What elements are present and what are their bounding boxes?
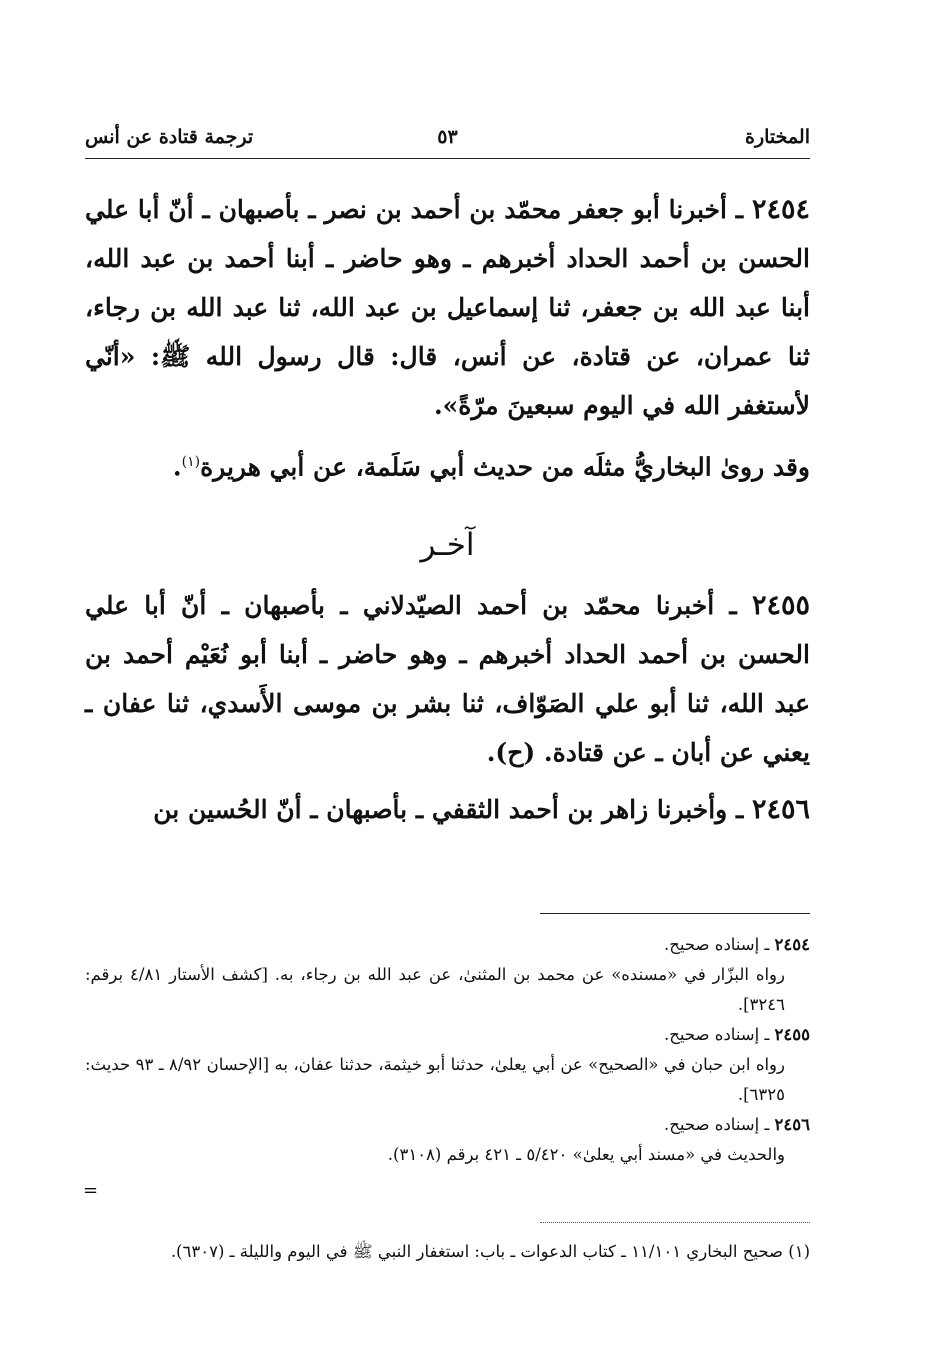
footnote-divider	[540, 1222, 810, 1223]
running-header	[85, 118, 810, 159]
footnote	[85, 1237, 810, 1267]
remark-end: .	[172, 452, 182, 482]
hadith-2454	[85, 185, 810, 430]
note-grade: ـ إسناده صحيح.	[664, 1025, 775, 1044]
hadith-text: ـ أخبرنا أبو جعفر محمّد بن أحمد بن نصر ـ بأصبهان ـ أنّ أبا علي الحسن بن أحمد الحداد أخبرهم ـ وهو حاضر ـ أبنا أحمد بن عبد الله، أبنا عبد الله بن جعفر، ثنا إسماعيل بن عبد الله، ثنا عبد الله بن رجاء، ثنا عمران، عن قتادة، عن أنس، قال: قال رسول الله ﷺ: «أنّي لأستغفر الله في اليوم سبعينَ مرّةً».	[85, 195, 810, 420]
remark-text: وقد روىٰ البخاريُّ مثلَه من حديث أبي سَلَمة، عن أبي هريرة	[200, 452, 810, 482]
continuation-mark: =	[83, 1180, 99, 1201]
main-text	[85, 185, 810, 834]
hadith-number: ٢٤٥٥	[751, 590, 810, 622]
note-number: ٢٤٥٤	[774, 935, 810, 954]
note-grade: ـ إسناده صحيح.	[664, 935, 775, 954]
footnote-ref[interactable]: (١)	[181, 454, 201, 470]
hadith-2456	[85, 785, 810, 834]
hadith-2455	[85, 581, 810, 777]
section-heading: آخـر	[420, 527, 475, 564]
hadith-text: ـ وأخبرنا زاهر بن أحمد الثقفي ـ بأصبهان ـ أنّ الحُسين بن	[153, 795, 752, 825]
note-body: والحديث في «مسند أبي يعلىٰ» ٥/٤٢٠ ـ ٤٢١ برقم (٣١٠٨).	[387, 1145, 785, 1164]
hadith-text: ـ أخبرنا محمّد بن أحمد الصيّدلاني ـ بأصبهان ـ أنّ أبا علي الحسن بن أحمد الحداد أخبرهم ـ وهو حاضر ـ أبنا أبو نُعَيْم أحمد بن عبد الله، ثنا أبو علي الصَوّاف، ثنا بشر بن موسى الأَسدي، ثنا عفان ـ يعني عن أبان ـ عن قتادة. (ح).	[85, 591, 810, 768]
note-number: ٢٤٥٥	[774, 1025, 810, 1044]
note-body: رواه ابن حبان في «الصحيح» عن أبي يعلىٰ، حدثنا أبو خيثمة، حدثنا عفان، به [الإحسان ٨/٩٢ ـ ٩٣ حديث: ٦٣٢٥].	[85, 1055, 785, 1104]
chapter-title: ترجمة قتادة عن أنس	[85, 126, 254, 148]
bukhari-remark	[85, 438, 810, 491]
note-grade: ـ إسناده صحيح.	[664, 1115, 775, 1134]
hadith-number: ٢٤٥٤	[751, 194, 810, 225]
footnote-text: (١) صحيح البخاري ١١/١٠١ ـ كتاب الدعوات ـ باب: استغفار النبي ﷺ في اليوم والليلة ـ (٦٣٠٧).	[170, 1242, 810, 1261]
page-number: ٥٣	[437, 126, 458, 148]
note-head	[85, 930, 810, 960]
note-head	[85, 1110, 810, 1140]
note-head	[85, 1020, 810, 1050]
notes-divider	[540, 913, 810, 914]
takhrij-notes	[85, 930, 810, 1170]
hadith-number: ٢٤٥٦	[751, 794, 810, 826]
note-number: ٢٤٥٦	[774, 1115, 810, 1134]
note-body: رواه البزّار في «مسنده» عن محمد بن المثنىٰ، عن عبد الله بن رجاء، به. [كشف الأستار ٤/٨١ برقم: ٣٢٤٦].	[85, 965, 785, 1014]
book-title: المختارة	[745, 126, 810, 148]
